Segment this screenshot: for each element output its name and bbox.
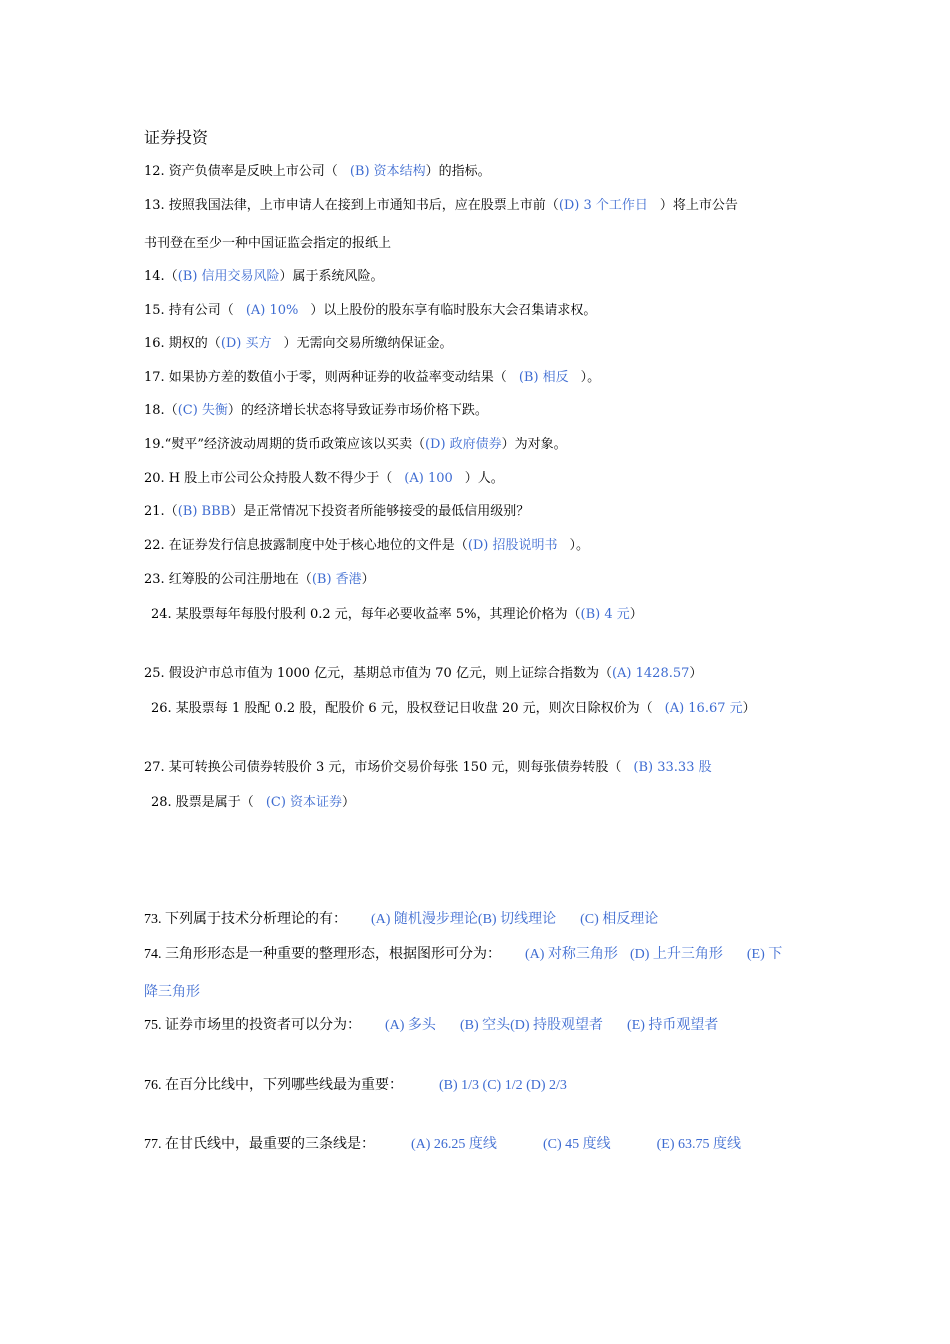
answer-22: (D) 招股说明书 (467, 538, 558, 553)
question-23: 23. 红筹股的公司注册地在（(B) 香港） (144, 572, 375, 587)
answer-25: (A) 1428.57 (611, 666, 690, 681)
answer-74-e-cont: 降三角形 (144, 985, 200, 1000)
answer-12: (B) 资本结构 (349, 164, 426, 179)
question-19: 19.“熨平”经济波动周期的货币政策应该以买卖（(D) 政府债券）为对象。 (144, 437, 567, 452)
question-18: 18.（(C) 失衡）的经济增长状态将导致证券市场价格下跌。 (144, 403, 488, 418)
answer-16: (D) 买方 (220, 336, 272, 351)
question-76: 76. 在百分比线中，下列哪些线最为重要： (B) 1/3 (C) 1/2 (D) 2/3 (144, 1078, 567, 1093)
question-26: 26. 某股票每 1 股配 0.2 股，配股价 6 元，股权登记日收盘 20 元，则次日除权价为（ (A) 16.67 元） (151, 701, 756, 716)
question-21: 21.（(B) BBB）是正常情况下投资者所能够接受的最低信用级别？ (144, 504, 530, 519)
answer-77-a: (A) 26.25 度线 (411, 1137, 497, 1152)
answer-77-c: (C) 45 度线 (542, 1137, 611, 1152)
answer-13: (D) 3 个工作日 (558, 198, 648, 213)
question-20: 20. H 股上市公司公众持股人数不得少于（ (A) 100 ）人。 (144, 471, 504, 486)
question-73: 73. 下列属于技术分析理论的有： (A) 随机漫步理论(B) 切线理论 (C) 相反理论 (144, 912, 659, 927)
document-title: 证券投资 (144, 128, 209, 147)
answer-17: (B) 相反 (518, 370, 569, 385)
answer-20: (A) 100 (404, 471, 453, 486)
answer-28: (C) 资本证券 (265, 795, 343, 810)
answer-26: (A) 16.67 元 (664, 701, 743, 716)
answer-23: (B) 香港 (311, 572, 362, 587)
question-22: 22. 在证券发行信息披露制度中处于核心地位的文件是（(D) 招股说明书 ）。 (144, 538, 590, 553)
answer-27: (B) 33.33 股 (633, 760, 712, 775)
question-16: 16. 期权的（(D) 买方 ）无需向交易所缴纳保证金。 (144, 336, 453, 351)
question-15: 15. 持有公司（ (A) 10% ）以上股份的股东享有临时股东大会召集请求权。 (144, 303, 597, 318)
question-12: 12. 资产负债率是反映上市公司（ (B) 资本结构）的指标。 (144, 164, 491, 179)
question-25: 25. 假设沪市总市值为 1000 亿元，基期总市值为 70 亿元，则上证综合指数为（(A) 1428.57） (144, 666, 703, 681)
question-74: 74. 三角形形态是一种重要的整理形态，根据图形可分为： (A) 对称三角形 (D) 上升三角形 (E) 下 (144, 947, 783, 962)
answer-24: (B) 4 元 (580, 607, 630, 622)
answer-73-c: (C) 相反理论 (580, 912, 659, 927)
question-74-continuation (144, 984, 200, 1002)
answer-74-e: (E) 下 (746, 947, 783, 962)
answer-15: (A) 10% (245, 303, 299, 318)
answer-73-a: (A) 随机漫步理论(B) 切线理论 (371, 912, 557, 927)
question-14: 14.（(B) 信用交易风险）属于系统风险。 (144, 269, 384, 284)
answer-75-e: (E) 持币观望者 (627, 1018, 719, 1033)
answer-18: (C) 失衡 (177, 403, 228, 418)
answer-75-a: (A) 多头 (385, 1018, 436, 1033)
question-77: 77. 在甘氏线中，最重要的三条线是： (A) 26.25 度线 (C) 45 度线 (E) 63.75 度线 (144, 1137, 741, 1152)
question-13: 13. 按照我国法律，上市申请人在接到上市通知书后，应在股票上市前（(D) 3 个工作日 ）将上市公告 (144, 198, 738, 213)
question-17: 17. 如果协方差的数值小于零，则两种证券的收益率变动结果（ (B) 相反 ）。 (144, 370, 601, 385)
answer-75-bd: (B) 空头(D) 持股观望者 (459, 1018, 604, 1033)
question-27: 27. 某可转换公司债券转股价 3 元，市场价交易价每张 150 元，则每张债券转股（ (B) 33.33 股 (144, 760, 712, 775)
answer-76: (B) 1/3 (C) 1/2 (D) 2/3 (439, 1078, 567, 1093)
question-24: 24. 某股票每年每股付股利 0.2 元，每年必要收益率 5%，其理论价格为（(B) 4 元） (151, 607, 643, 622)
answer-74-d: (D) 上升三角形 (629, 947, 723, 962)
answer-19: (D) 政府债券 (424, 437, 502, 452)
answer-21: (B) BBB (177, 504, 231, 519)
answer-74-a: (A) 对称三角形 (525, 947, 618, 962)
question-28: 28. 股票是属于（ (C) 资本证券） (151, 795, 356, 810)
answer-77-e: (E) 63.75 度线 (656, 1137, 741, 1152)
question-75: 75. 证券市场里的投资者可以分为： (A) 多头 (B) 空头(D) 持股观望者 (E) 持币观望者 (144, 1018, 719, 1033)
question-13-continuation: 书刊登在至少一种中国证监会指定的报纸上 (144, 236, 392, 251)
answer-14: (B) 信用交易风险 (177, 269, 280, 284)
